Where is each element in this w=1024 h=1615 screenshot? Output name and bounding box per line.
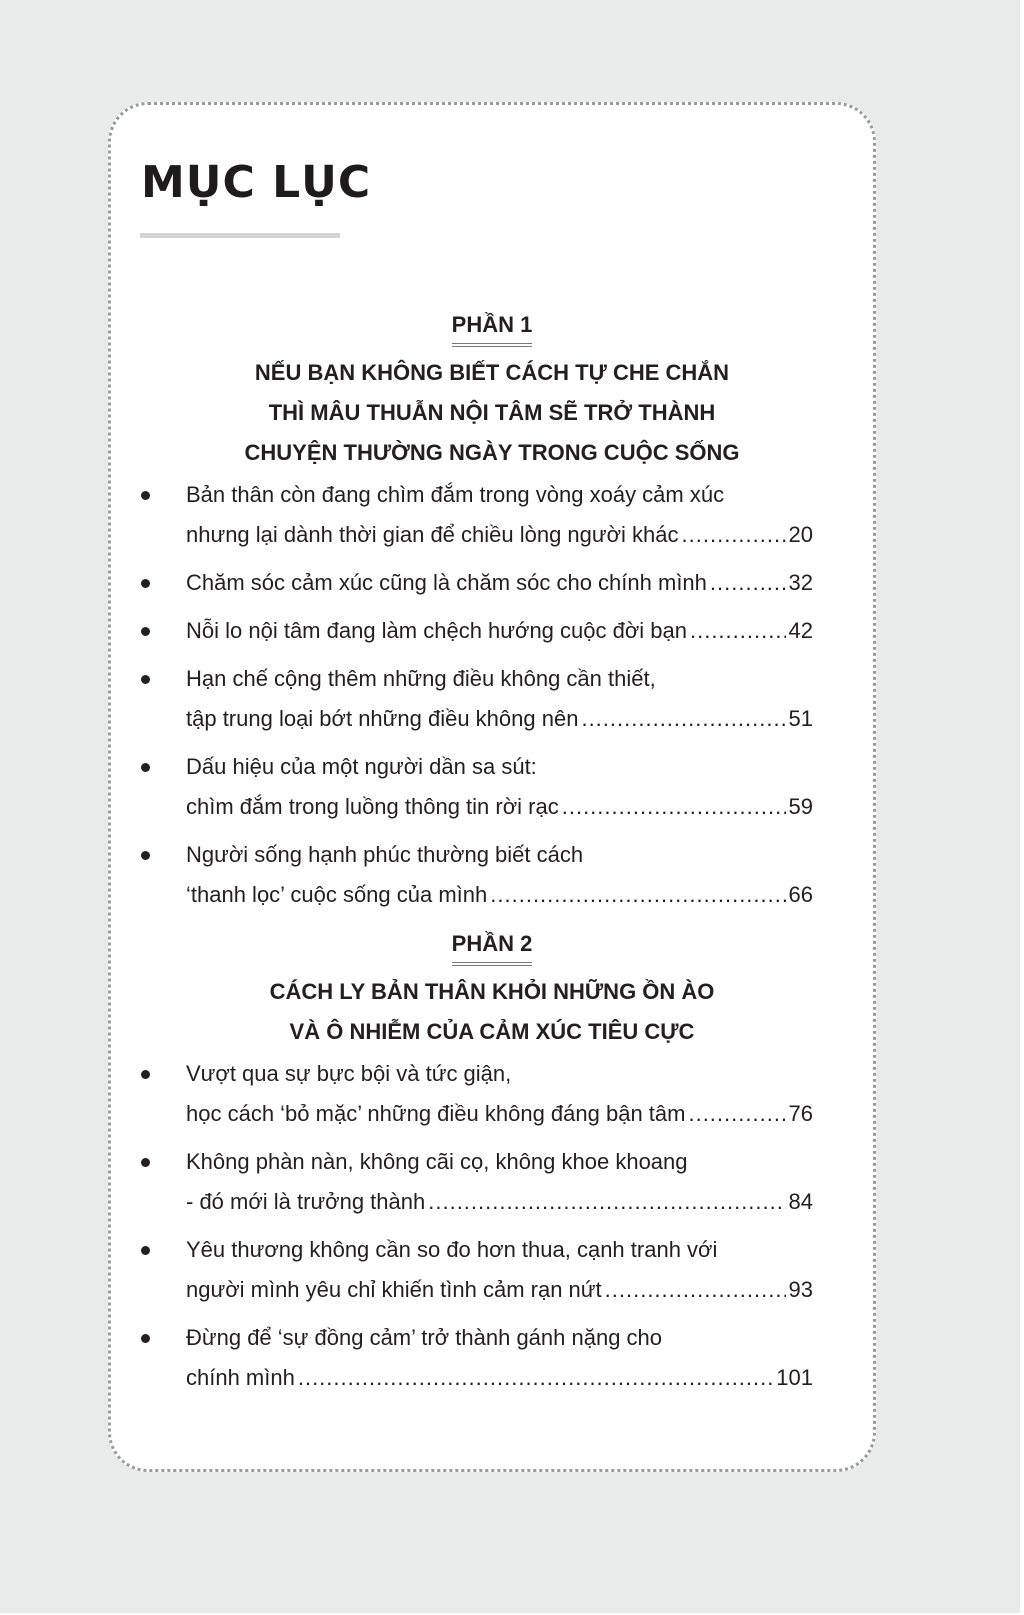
page-number: 84 <box>788 1189 813 1214</box>
page-number: 20 <box>788 522 813 547</box>
entry-text: người mình yêu chỉ khiến tình cảm rạn nứt <box>186 1277 602 1302</box>
entry-text: tập trung loại bớt những điều không nên <box>186 706 579 731</box>
part-label <box>111 310 873 347</box>
dot-leader <box>682 515 786 555</box>
dot-leader <box>581 699 785 739</box>
part-title-line: THÌ MÂU THUẪN NỘI TÂM SẼ TRỞ THÀNH <box>268 400 716 425</box>
part-title <box>111 353 873 473</box>
dot-leader <box>710 563 786 603</box>
page-number: 93 <box>788 1277 813 1302</box>
entry-text: Đừng để ‘sự đồng cảm’ trở thành gánh nặng cho <box>186 1325 663 1350</box>
toc-entry[interactable] <box>111 659 873 739</box>
part-title-line: NẾU BẠN KHÔNG BIẾT CÁCH TỰ CHE CHẮN <box>254 360 730 385</box>
part-label-text: PHẦN 1 <box>452 310 533 347</box>
dot-leader <box>298 1358 773 1398</box>
bullet-icon <box>141 491 150 500</box>
toc-entry[interactable] <box>111 1054 873 1134</box>
dot-leader <box>490 875 785 915</box>
page-number: 66 <box>788 882 813 907</box>
dot-leader <box>690 611 786 651</box>
page-title: MỤC LỤC <box>141 157 372 208</box>
toc-entry[interactable] <box>111 747 873 827</box>
dot-leader <box>562 787 786 827</box>
dot-leader <box>605 1270 786 1310</box>
bullet-icon <box>141 627 150 636</box>
part-title-line: CÁCH LY BẢN THÂN KHỎI NHỮNG ỒN ÀO <box>269 979 715 1004</box>
entry-text: học cách ‘bỏ mặc’ những điều không đáng bận tâm <box>186 1101 686 1126</box>
part-label <box>111 929 873 966</box>
toc-entry[interactable] <box>111 563 873 603</box>
entry-text: Người sống hạnh phúc thường biết cách <box>186 842 584 867</box>
toc-entry[interactable] <box>111 1142 873 1222</box>
entry-text: Nỗi lo nội tâm đang làm chệch hướng cuộc đời bạn <box>186 618 687 643</box>
toc-card <box>108 102 876 1472</box>
entry-text: Yêu thương không cần so đo hơn thua, cạnh tranh với <box>186 1237 718 1262</box>
page-number: 59 <box>788 794 813 819</box>
entry-list <box>111 1054 873 1398</box>
toc-entry[interactable] <box>111 475 873 555</box>
page-number: 42 <box>788 618 813 643</box>
dot-leader <box>428 1182 785 1222</box>
part-title-line: CHUYỆN THƯỜNG NGÀY TRONG CUỘC SỐNG <box>244 440 740 465</box>
bullet-icon <box>141 675 150 684</box>
entry-text: Dấu hiệu của một người dần sa sút: <box>186 754 537 779</box>
page-number: 101 <box>776 1365 813 1390</box>
entry-text: Không phàn nàn, không cãi cọ, không khoe khoang <box>186 1149 688 1174</box>
entry-text: - đó mới là trưởng thành <box>186 1189 426 1214</box>
part-1 <box>111 310 873 915</box>
page-number: 32 <box>788 570 813 595</box>
dot-leader <box>688 1094 785 1134</box>
entry-text: Chăm sóc cảm xúc cũng là chăm sóc cho chính mình <box>186 570 707 595</box>
page-number: 51 <box>788 706 813 731</box>
entry-text: ‘thanh lọc’ cuộc sống của mình <box>186 882 488 907</box>
entry-text: Vượt qua sự bực bội và tức giận, <box>186 1061 512 1086</box>
toc-entry[interactable] <box>111 835 873 915</box>
bullet-icon <box>141 1070 150 1079</box>
part-title <box>111 972 873 1052</box>
toc-entry[interactable] <box>111 1318 873 1398</box>
bullet-icon <box>141 1334 150 1343</box>
bullet-icon <box>141 1246 150 1255</box>
entry-text: chìm đắm trong luồng thông tin rời rạc <box>186 794 559 819</box>
part-2 <box>111 929 873 1398</box>
bullet-icon <box>141 763 150 772</box>
entry-text: nhưng lại dành thời gian để chiều lòng người khác <box>186 522 679 547</box>
table-of-contents <box>111 310 873 1412</box>
entry-text: Hạn chế cộng thêm những điều không cần thiết, <box>186 666 656 691</box>
bullet-icon <box>141 579 150 588</box>
entry-text: Bản thân còn đang chìm đắm trong vòng xoáy cảm xúc <box>186 482 725 507</box>
bullet-icon <box>141 1158 150 1167</box>
entry-list <box>111 475 873 915</box>
part-title-line: VÀ Ô NHIỄM CỦA CẢM XÚC TIÊU CỰC <box>289 1019 695 1044</box>
bullet-icon <box>141 851 150 860</box>
part-label-text: PHẦN 2 <box>452 929 533 966</box>
toc-entry[interactable] <box>111 1230 873 1310</box>
page-number: 76 <box>788 1101 813 1126</box>
page-edge-right <box>1020 0 1024 1615</box>
title-underline <box>140 233 340 238</box>
entry-text: chính mình <box>186 1365 295 1390</box>
toc-entry[interactable] <box>111 611 873 651</box>
